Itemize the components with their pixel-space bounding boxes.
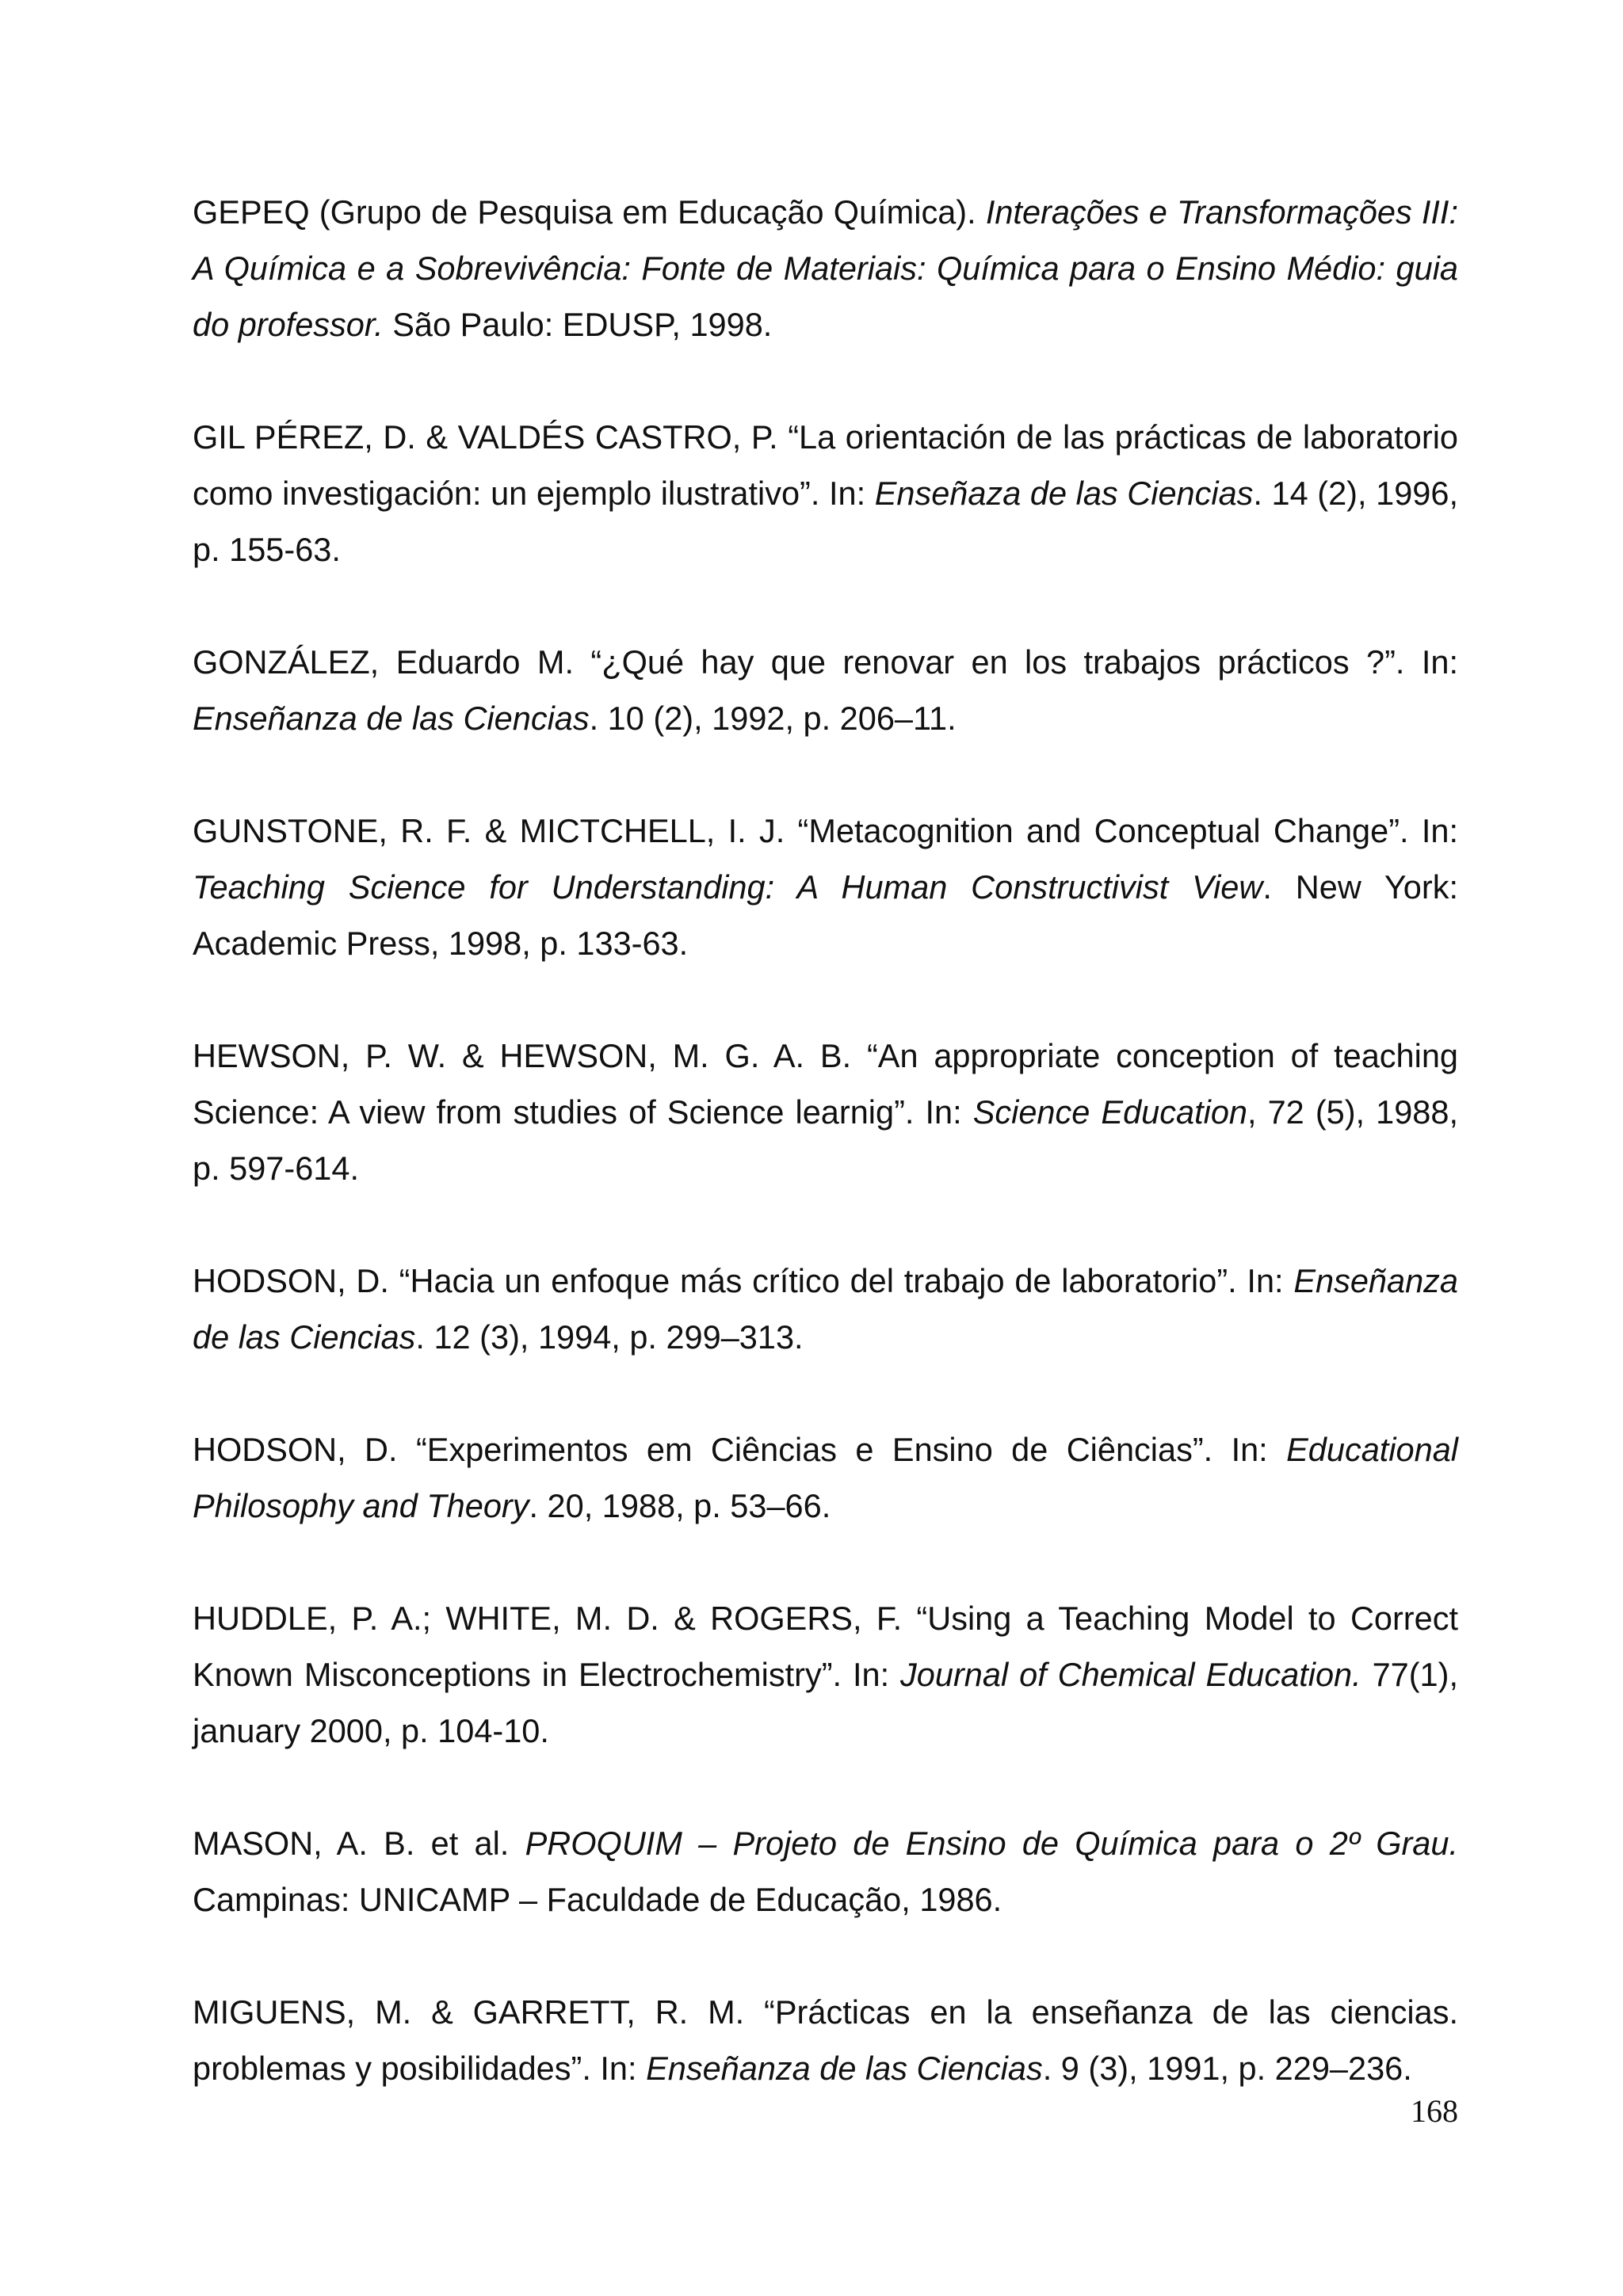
reference-text: . 10 (2), 1992, p. 206–11. [589, 700, 957, 737]
reference-text: GIL PÉREZ, D. & VALDÉS CASTRO, P. “La orientación de las prácticas de laboratorio como investigación: un ejemplo ilustrativo”. In: [193, 418, 1458, 512]
reference-text: HODSON, D. “Hacia un enfoque más crítico del trabajo de laboratorio”. In: [193, 1262, 1294, 1299]
reference-entry [193, 1253, 1458, 1365]
reference-text: São Paulo: EDUSP, 1998. [383, 306, 773, 343]
reference-text: GUNSTONE, R. F. & MICTCHELL, I. J. “Metacognition and Conceptual Change”. In: [193, 812, 1458, 849]
reference-title: Enseñanza de las Ciencias [193, 1262, 1458, 1356]
reference-spacer [193, 1928, 1458, 1984]
reference-entry [193, 634, 1458, 746]
reference-entry [193, 803, 1458, 971]
reference-entry [193, 184, 1458, 353]
reference-spacer [193, 1534, 1458, 1590]
reference-text: GONZÁLEZ, Eduardo M. “¿Qué hay que renovar en los trabajos prácticos ?”. In: [193, 643, 1458, 681]
reference-title: Interações e Transformações III: A Química e a Sobrevivência: Fonte de Materiais: Química para o Ensino Médio: guia do professor. [193, 193, 1458, 343]
reference-title: Enseñaza de las Ciencias [874, 475, 1254, 512]
reference-spacer [193, 971, 1458, 1028]
reference-spacer [193, 1196, 1458, 1253]
reference-title: Science Education [972, 1093, 1247, 1131]
reference-entry [193, 1984, 1458, 2096]
reference-title: Teaching Science for Understanding: A Human Constructivist View [193, 868, 1263, 906]
reference-title: Enseñanza de las Ciencias [646, 2050, 1043, 2087]
reference-spacer [193, 1759, 1458, 1815]
reference-spacer [193, 746, 1458, 803]
reference-text: . 14 (2), 1996, p. 155-63. [193, 475, 1458, 568]
reference-text: MIGUENS, M. & GARRETT, R. M. “Prácticas en la enseñanza de las ciencias. problemas y posibilidades”. In: [193, 1993, 1458, 2087]
reference-text: Campinas: UNICAMP – Faculdade de Educação, 1986. [193, 1881, 1002, 1918]
reference-title: PROQUIM – Projeto de Ensino de Química para o 2º Grau. [525, 1825, 1458, 1862]
reference-entry [193, 409, 1458, 578]
reference-entry [193, 1028, 1458, 1196]
page-number: 168 [1411, 2093, 1458, 2129]
reference-text: HEWSON, P. W. & HEWSON, M. G. A. B. “An appropriate conception of teaching Science: A view from studies of Science learnig”. In: [193, 1037, 1458, 1131]
reference-text: . 20, 1988, p. 53–66. [529, 1487, 831, 1524]
reference-text: HODSON, D. “Experimentos em Ciências e Ensino de Ciências”. In: [193, 1431, 1287, 1468]
reference-text: GEPEQ (Grupo de Pesquisa em Educação Química). [193, 193, 986, 231]
reference-list [193, 184, 1458, 2096]
reference-entry [193, 1421, 1458, 1534]
reference-text: . New York: Academic Press, 1998, p. 133-63. [193, 868, 1458, 962]
reference-text: , 72 (5), 1988, p. 597-614. [193, 1093, 1458, 1187]
reference-text: . 9 (3), 1991, p. 229–236. [1042, 2050, 1412, 2087]
reference-entry [193, 1815, 1458, 1928]
reference-spacer [193, 353, 1458, 409]
reference-spacer [193, 578, 1458, 634]
reference-entry [193, 1590, 1458, 1759]
reference-text: HUDDLE, P. A.; WHITE, M. D. & ROGERS, F. “Using a Teaching Model to Correct Known Misconceptions in Electrochemistry”. In: [193, 1600, 1458, 1693]
reference-title: Journal of Chemical Education. [900, 1656, 1361, 1693]
reference-text: . 12 (3), 1994, p. 299–313. [415, 1318, 804, 1356]
reference-spacer [193, 1365, 1458, 1421]
reference-title: Enseñanza de las Ciencias [193, 700, 590, 737]
reference-title: Educational Philosophy and Theory [193, 1431, 1458, 1524]
reference-text: MASON, A. B. et al. [193, 1825, 525, 1862]
reference-text: 77(1), january 2000, p. 104-10. [193, 1656, 1458, 1749]
